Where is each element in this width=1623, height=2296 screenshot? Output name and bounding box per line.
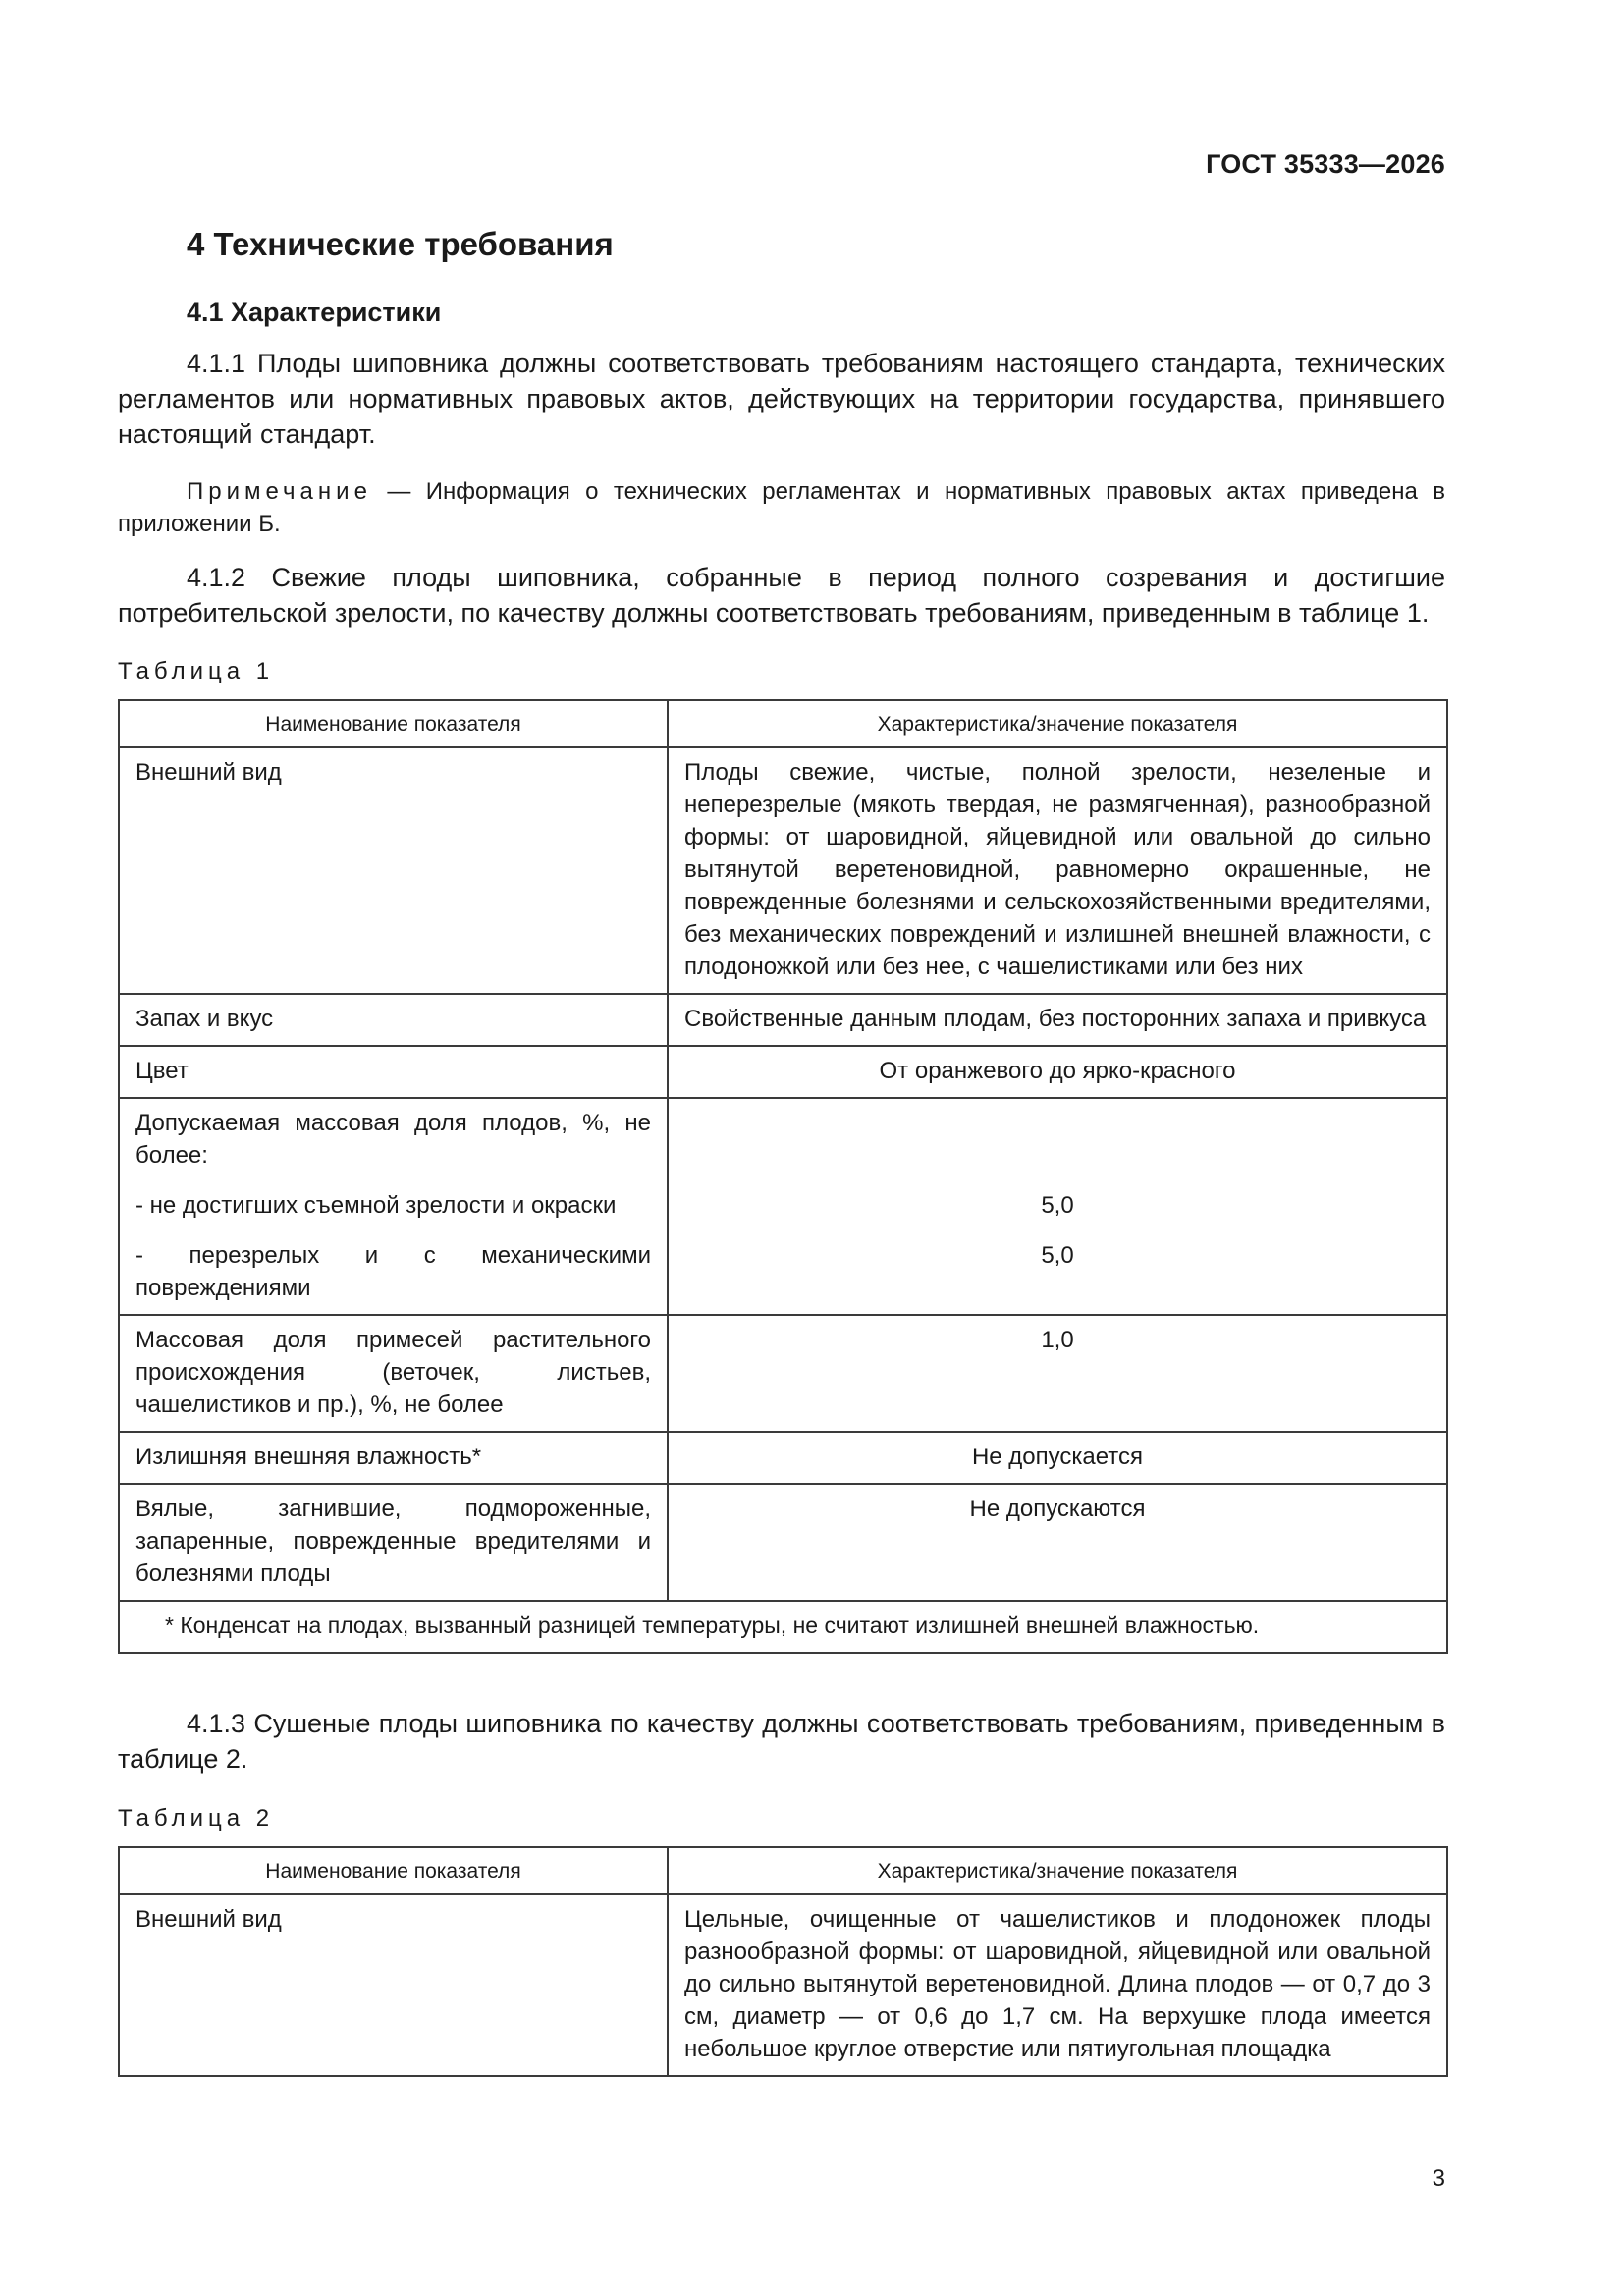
indicator-name: Внешний вид [119, 1894, 668, 2076]
indicator-value: 1,0 [668, 1315, 1447, 1432]
indicator-name: Внешний вид [119, 747, 668, 994]
table-footnote: * Конденсат на плодах, вызванный разницей температуры, не считают излишней внешней влажностью. [119, 1601, 1447, 1653]
indicator-name: Допускаемая массовая доля плодов, %, не более: [119, 1098, 668, 1181]
column-header: Наименование показателя [119, 700, 668, 747]
table-row [119, 1046, 1447, 1098]
table-row [119, 1315, 1447, 1432]
section-heading: 4 Технические требования [187, 226, 614, 262]
indicator-name: - не достигших съемной зрелости и окраски [119, 1181, 668, 1231]
table-row [119, 1181, 1447, 1231]
indicator-name: Излишняя внешняя влажность* [119, 1432, 668, 1484]
indicator-value: 5,0 [668, 1181, 1447, 1231]
table-header-row [119, 1847, 1447, 1894]
indicator-value [668, 1098, 1447, 1181]
indicator-value: Свойственные данным плодам, без посторонних запаха и привкуса [668, 994, 1447, 1046]
document-code: ГОСТ 35333—2026 [1206, 149, 1445, 179]
table2-caption: Таблица 2 [118, 1805, 275, 1831]
indicator-name: Запах и вкус [119, 994, 668, 1046]
indicator-value: Плоды свежие, чистые, полной зрелости, незеленые и неперезрелые (мякоть твердая, не размягченная), разнообразной формы: от шаровидной, яйцевидной или овальной до сильно вытянутой веретеновидной, равномерно окрашенные, не поврежденные болезнями и сельскохозяйственными вредителями, без механических повреждений и излишней внешней влажности, с плодоножкой или без нее, с чашелистиками или без них [668, 747, 1447, 994]
column-header: Характеристика/значение показателя [668, 700, 1447, 747]
table-row [119, 994, 1447, 1046]
subsection-heading: 4.1 Характеристики [187, 298, 442, 327]
indicator-name: Цвет [119, 1046, 668, 1098]
table-row [119, 1231, 1447, 1315]
indicator-value: Цельные, очищенные от чашелистиков и плодоножек плоды разнообразной формы: от шаровидной, яйцевидной или овальной до сильно вытянутой веретеновидной. Длина плодов — от 0,7 до 3 см, диаметр — от 0,6 до 1,7 см. На верхушке плода имеется небольшое круглое отверстие или пятиугольная площадка [668, 1894, 1447, 2076]
table-row [119, 1432, 1447, 1484]
table-row [119, 1098, 1447, 1181]
table-row [119, 1484, 1447, 1601]
column-header: Характеристика/значение показателя [668, 1847, 1447, 1894]
column-header: Наименование показателя [119, 1847, 668, 1894]
indicator-name: - перезрелых и с механическими повреждениями [119, 1231, 668, 1315]
table1-caption: Таблица 1 [118, 658, 275, 684]
table2 [118, 1846, 1448, 2077]
table-header-row [119, 700, 1447, 747]
note-paragraph [118, 475, 1445, 540]
table1 [118, 699, 1448, 1654]
note-label: Примечание [187, 478, 372, 505]
indicator-name: Массовая доля примесей растительного происхождения (веточек, листьев, чашелистиков и пр.), %, не более [119, 1315, 668, 1432]
paragraph-4-1-2: 4.1.2 Свежие плоды шиповника, собранные в период полного созревания и достигшие потребительской зрелости, по качеству должны соответствовать требованиям, приведенным в таблице 1. [118, 563, 1445, 628]
paragraph-4-1-1: 4.1.1 Плоды шиповника должны соответствовать требованиям настоящего стандарта, технических регламентов или нормативных правовых актов, действующих на территории государства, принявшего настоящий стандарт. [118, 349, 1445, 449]
indicator-value: Не допускается [668, 1432, 1447, 1484]
table-row [119, 1894, 1447, 2076]
indicator-name: Вялые, загнившие, подмороженные, запаренные, поврежденные вредителями и болезнями плоды [119, 1484, 668, 1601]
paragraph-4-1-3: 4.1.3 Сушеные плоды шиповника по качеству должны соответствовать требованиям, приведенным в таблице 2. [118, 1709, 1445, 1774]
table-row [119, 747, 1447, 994]
page-number: 3 [1432, 2165, 1445, 2192]
indicator-value: 5,0 [668, 1231, 1447, 1315]
table-footnote-row [119, 1601, 1447, 1653]
indicator-value: От оранжевого до ярко-красного [668, 1046, 1447, 1098]
indicator-value: Не допускаются [668, 1484, 1447, 1601]
note-text: — Информация о технических регламентах и нормативных правовых актах приведена в приложении Б. [118, 478, 1445, 537]
